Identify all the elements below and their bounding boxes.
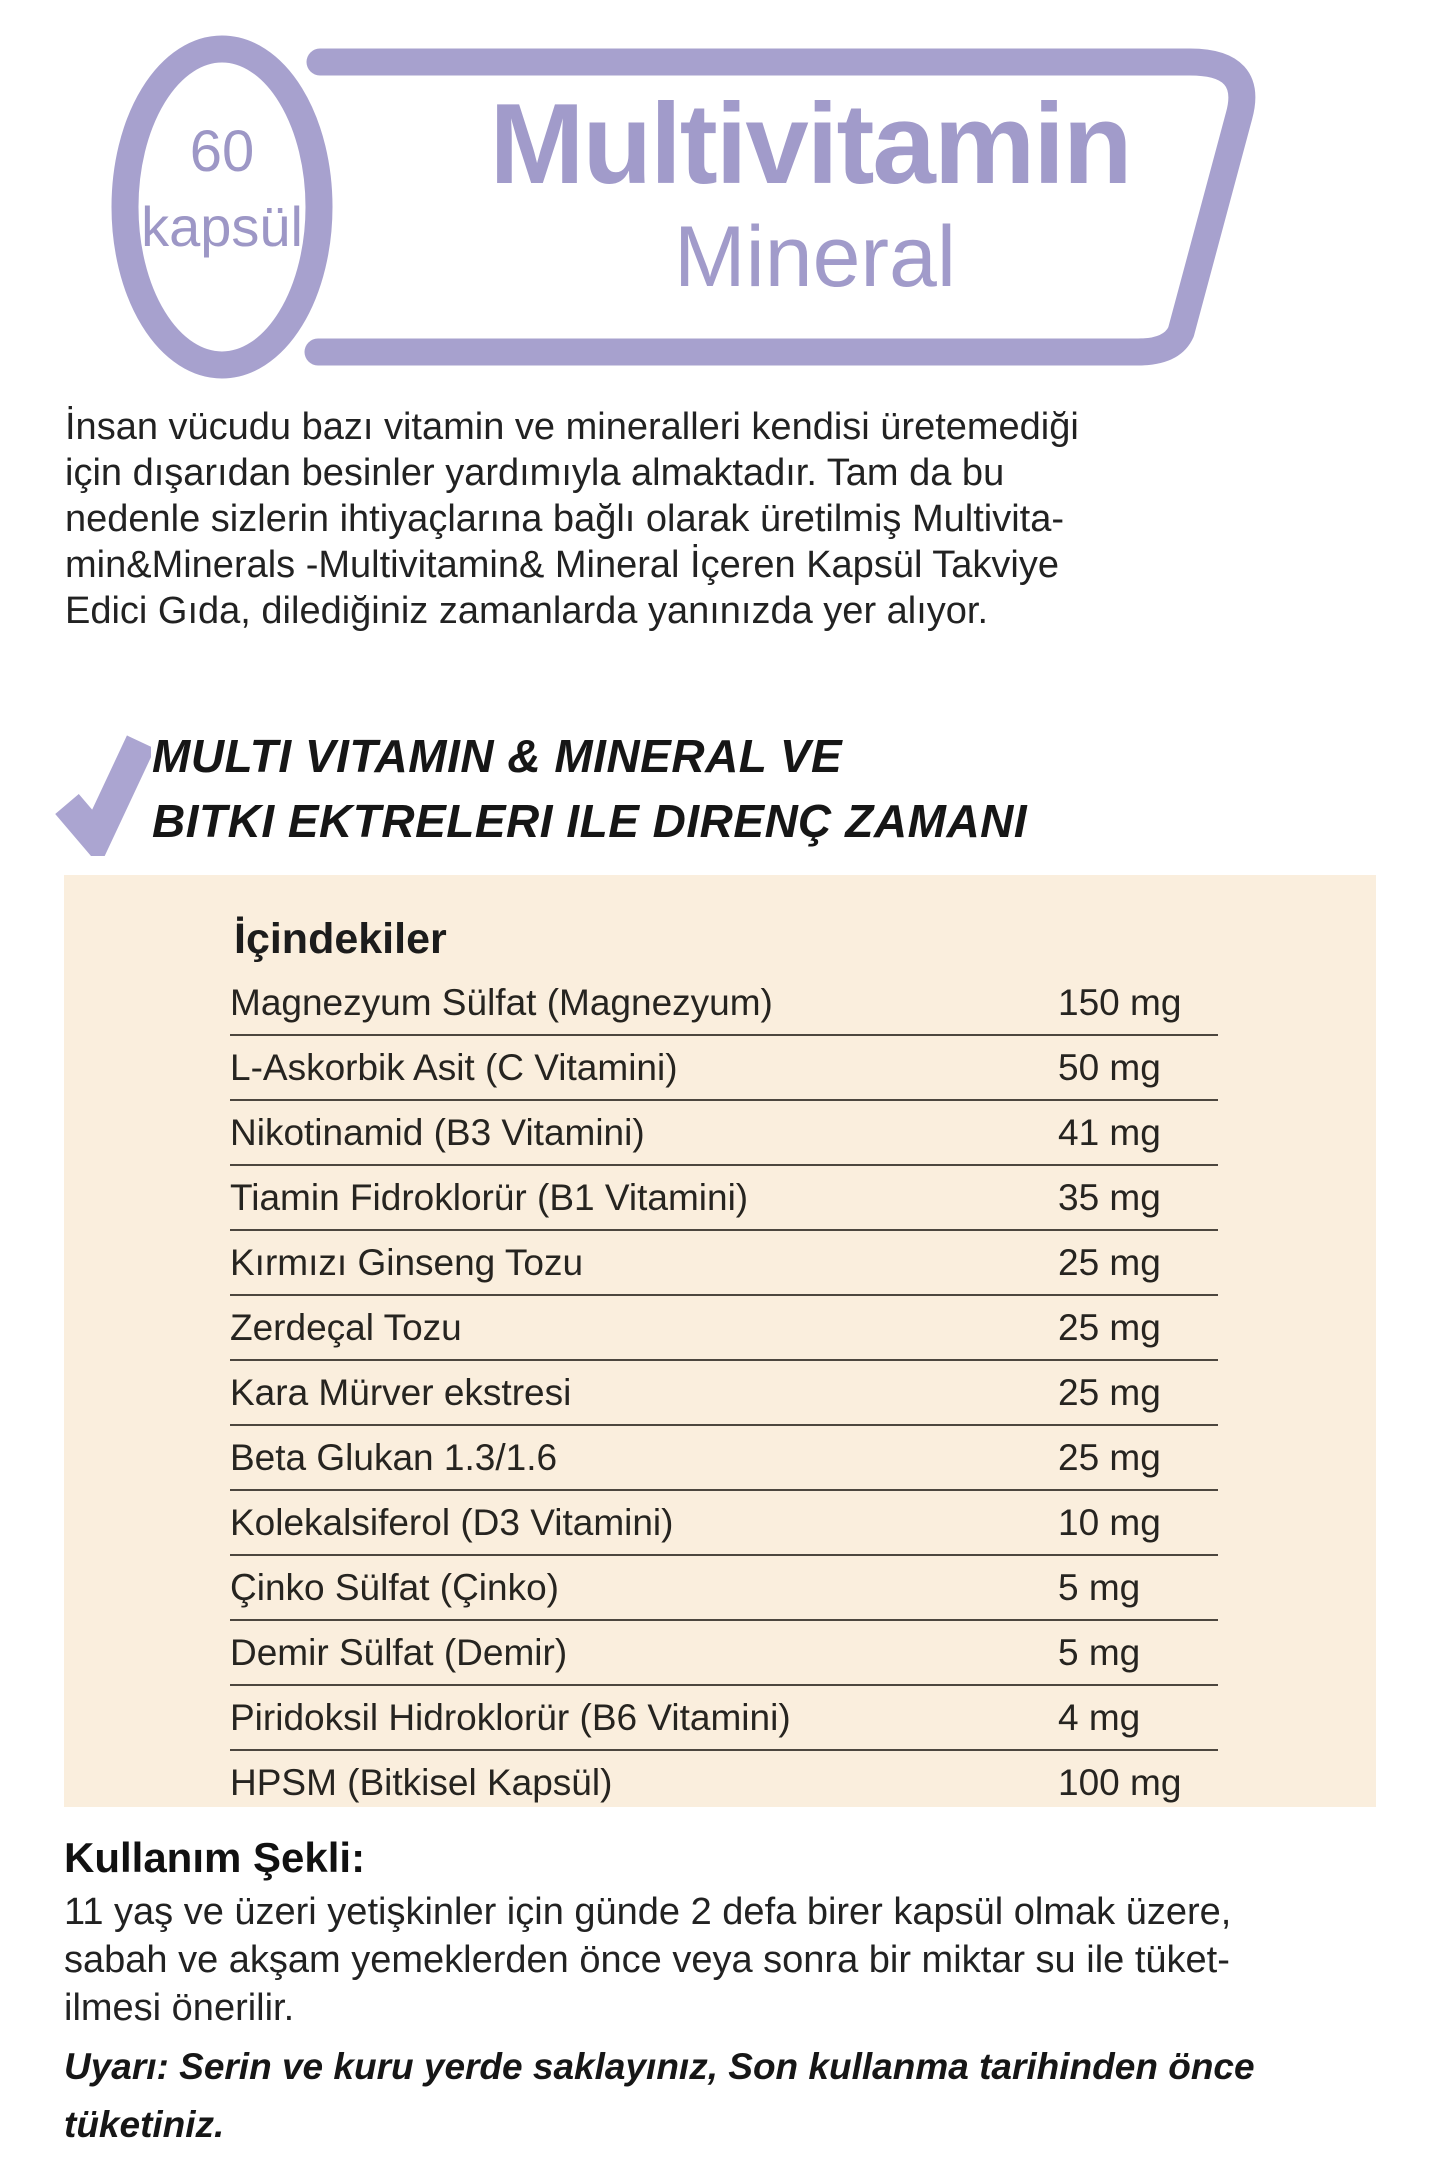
claim-line: MULTI VITAMIN & MINERAL VE: [152, 730, 843, 782]
ingredient-name: Tiamin Fidroklorür (B1 Vitamini): [230, 1176, 749, 1218]
ingredients-heading: İçindekiler: [234, 915, 447, 963]
intro-line: Edici Gıda, dilediğiniz zamanlarda yanınızda yer alıyor.: [65, 590, 989, 632]
ingredient-amount: 25 mg: [1058, 1306, 1161, 1348]
product-subtitle: Mineral: [674, 209, 956, 305]
ingredient-amount: 10 mg: [1058, 1501, 1161, 1543]
intro-paragraph: [65, 404, 1079, 634]
intro-line: min&Minerals -Multivitamin& Mineral İçeren Kapsül Takviye: [65, 544, 1059, 586]
ingredient-amount: 4 mg: [1058, 1696, 1141, 1738]
table-row: [230, 1166, 1218, 1231]
ingredient-name: Zerdeçal Tozu: [230, 1306, 462, 1348]
ingredient-name: Kırmızı Ginseng Tozu: [230, 1241, 584, 1283]
ingredient-amount: 150 mg: [1058, 981, 1182, 1023]
ingredient-amount: 5 mg: [1058, 1566, 1141, 1608]
ingredient-amount: 25 mg: [1058, 1436, 1161, 1478]
warning-line: Uyarı: Serin ve kuru yerde saklayınız, Son kullanma tarihinden önce: [64, 2046, 1255, 2087]
usage-paragraph: [64, 1888, 1231, 2032]
intro-line: İnsan vücudu bazı vitamin ve mineralleri kendisi üretemediği: [65, 406, 1079, 448]
ingredients-panel: [64, 875, 1376, 1807]
ingredient-name: Demir Sülfat (Demir): [230, 1631, 568, 1673]
ingredient-amount: 41 mg: [1058, 1111, 1161, 1153]
table-row: [230, 1101, 1218, 1166]
ingredient-name: Piridoksil Hidroklorür (B6 Vitamini): [230, 1696, 791, 1738]
warning-text: [64, 2038, 1255, 2154]
ingredient-name: Kolekalsiferol (D3 Vitamini): [230, 1501, 674, 1543]
table-row: [230, 1231, 1218, 1296]
ingredient-amount: 35 mg: [1058, 1176, 1161, 1218]
claim-heading: [152, 724, 1027, 854]
intro-line: için dışarıdan besinler yardımıyla almaktadır. Tam da bu: [65, 452, 1005, 494]
table-row: [230, 1491, 1218, 1556]
ingredient-amount: 25 mg: [1058, 1371, 1161, 1413]
intro-line: nedenle sizlerin ihtiyaçlarına bağlı olarak üretilmiş Multivita-: [65, 498, 1064, 540]
ingredients-table: [230, 971, 1218, 1814]
ingredient-name: Nikotinamid (B3 Vitamini): [230, 1111, 645, 1153]
capsule-unit: kapsül: [141, 195, 303, 258]
ingredient-amount: 5 mg: [1058, 1631, 1141, 1673]
ingredient-name: Çinko Sülfat (Çinko): [230, 1566, 560, 1608]
ingredient-amount: 50 mg: [1058, 1046, 1161, 1088]
usage-line: ilmesi önerilir.: [64, 1987, 295, 2029]
table-row: [230, 971, 1218, 1036]
ingredient-name: HPSM (Bitkisel Kapsül): [230, 1761, 613, 1803]
claim-line: BITKI EKTRELERI ILE DIRENÇ ZAMANI: [152, 795, 1028, 847]
checkmark-icon: [55, 730, 151, 856]
table-row: [230, 1751, 1218, 1814]
usage-heading: Kullanım Şekli:: [64, 1834, 366, 1881]
ingredient-name: Beta Glukan 1.3/1.6: [230, 1436, 558, 1478]
usage-line: sabah ve akşam yemeklerden önce veya sonra bir miktar su ile tüket-: [64, 1939, 1230, 1981]
table-row: [230, 1426, 1218, 1491]
table-row: [230, 1686, 1218, 1751]
ingredient-name: L-Askorbik Asit (C Vitamini): [230, 1046, 678, 1088]
table-row: [230, 1621, 1218, 1686]
table-row: [230, 1556, 1218, 1621]
product-title: Multivitamin: [489, 81, 1131, 208]
ingredient-name: Kara Mürver ekstresi: [230, 1371, 572, 1413]
warning-line: tüketiniz.: [64, 2104, 225, 2145]
usage-line: 11 yaş ve üzeri yetişkinler için günde 2 defa birer kapsül olmak üzere,: [64, 1891, 1232, 1933]
table-row: [230, 1296, 1218, 1361]
ingredient-amount: 25 mg: [1058, 1241, 1161, 1283]
ingredient-amount: 100 mg: [1058, 1761, 1182, 1803]
ingredient-name: Magnezyum Sülfat (Magnezyum): [230, 981, 773, 1023]
table-row: [230, 1361, 1218, 1426]
table-row: [230, 1036, 1218, 1101]
capsule-count: 60: [189, 119, 255, 184]
